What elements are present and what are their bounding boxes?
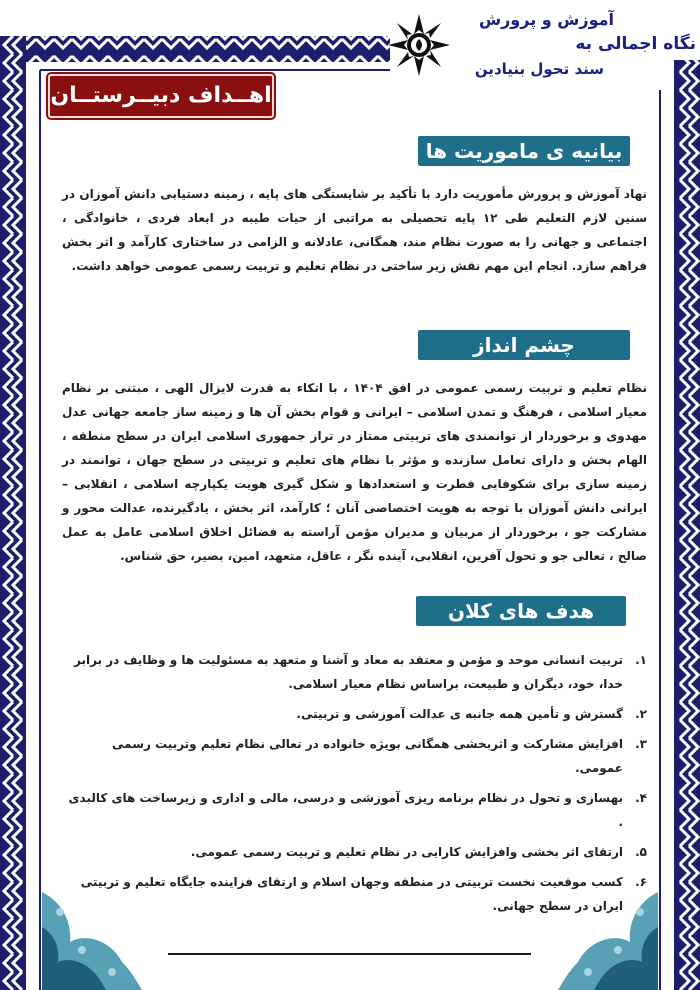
ministry-emblem-icon bbox=[388, 14, 450, 76]
logo-text-document: سند تحول بنیادین bbox=[474, 60, 604, 78]
logo-text-ministry: آموزش و پرورش bbox=[479, 10, 614, 29]
goal-text: ارتقای اثر بخشی وافزایش کارایی در نظام تعلیم و تربیت رسمی عمومی. bbox=[190, 845, 623, 859]
vision-heading: چشم انداز bbox=[418, 330, 630, 360]
list-item bbox=[62, 786, 647, 834]
header-logo bbox=[380, 8, 700, 90]
goal-text: بهسازی و تحول در نظام برنامه ریزی آموزشی و درسی، مالی و اداری و زیرساخت های کالبدی . bbox=[68, 791, 623, 829]
mission-paragraph: نهاد آموزش و پرورش مأموریت دارد با تأکید بر شایستگی های پایه ، زمینه دستیابی دانش آموزان در سنین لازم التعلیم طی ۱۲ پایه تحصیلی به مراتبی از حیات طیبه در ابعاد فردی ، خانوادگی ، اجتماعی و جهانی را به صورت نظام مند، همگانی، عادلانه و الزامی در ساختاری کارآمد و اثر بخش فراهم سازد. انجام این مهم نقش زیر ساختی در نظام تعلیم و تربیت رسمی عمومی خواهد داشت. bbox=[62, 187, 647, 273]
goal-text: گسترش و تأمین همه جانبه ی عدالت آموزشی و تربیتی. bbox=[296, 707, 623, 721]
goal-number: ۳. bbox=[635, 737, 647, 751]
goal-number: ۲. bbox=[635, 707, 647, 721]
goal-number: ۶. bbox=[635, 875, 647, 889]
list-item bbox=[62, 840, 647, 864]
left-corner-ornament bbox=[42, 872, 142, 990]
list-item bbox=[62, 732, 647, 780]
goal-number: ۱. bbox=[635, 653, 647, 667]
footer-divider bbox=[168, 953, 531, 955]
goal-text: افزایش مشارکت و اثربخشی همگانی بویژه خانواده در تعالی نظام تعلیم وتربیت رسمی عمومی. bbox=[112, 737, 623, 775]
goal-number: ۴. bbox=[635, 791, 647, 805]
right-corner-ornament bbox=[558, 872, 658, 990]
mission-heading: بیانیه ی ماموریت ها bbox=[418, 136, 630, 166]
list-item bbox=[62, 648, 647, 696]
vision-paragraph: نظام تعلیم و تربیت رسمی عمومی در افق ۱۴۰۴ ، با اتکاء به قدرت لایزال الهی ، مبتنی بر نظام معیار اسلامی ، فرهنگ و تمدن اسلامی – ایرانی و قوام بخش آن ها و زمینه ساز جامعه جهانی عدل مهدوی و برخوردار از توانمندی های تربیتی ممتاز در تراز جمهوری اسلامی ایران در سطح منطقه ، الهام بخش و دارای تعامل سازنده و مؤثر با نظام های تعلیم و تربیتی در سطح جهان ، توانمند در زمینه سازی برای شکوفایی فطرت و استعدادها و شکل گیری هویت یکپارچه اسلامی ، انقلابی – ایرانی دانش آموزان با توجه به هویت اختصاصی آنان ؛ کارآمد، اثر بخش ، یادگیرنده، عدالت محور و مشارکت جو ، برخوردار از مربیان و مدیران مؤمن آراسته به فضائل اخلاق اسلامی عامل به عمل صالح ، تعالی جو و تحول آفرین، انقلابی، آینده نگر ، عاقل، متعهد، امین، بصیر، حق شناس. bbox=[62, 381, 647, 563]
goals-heading: هدف های کلان bbox=[416, 596, 626, 626]
page-title: اهــداف دبیــرستــان bbox=[48, 74, 274, 118]
goal-number: ۵. bbox=[635, 845, 647, 859]
list-item bbox=[62, 702, 647, 726]
logo-text-overview: نگاه اجمالی به bbox=[575, 34, 696, 54]
goal-text: کسب موقعیت نخست تربیتی در منطقه وجهان اسلام و ارتقای فزاینده جایگاه تعلیم و تربیتی ایران در سطح جهانی. bbox=[80, 875, 623, 913]
goal-text: تربیت انسانی موحد و مؤمن و معتقد به معاد و آشنا و متعهد به مسئولیت ها و وظایف در برابر خدا، خود، دیگران و طبیعت، براساس نظام معیار اسلامی. bbox=[73, 653, 623, 691]
